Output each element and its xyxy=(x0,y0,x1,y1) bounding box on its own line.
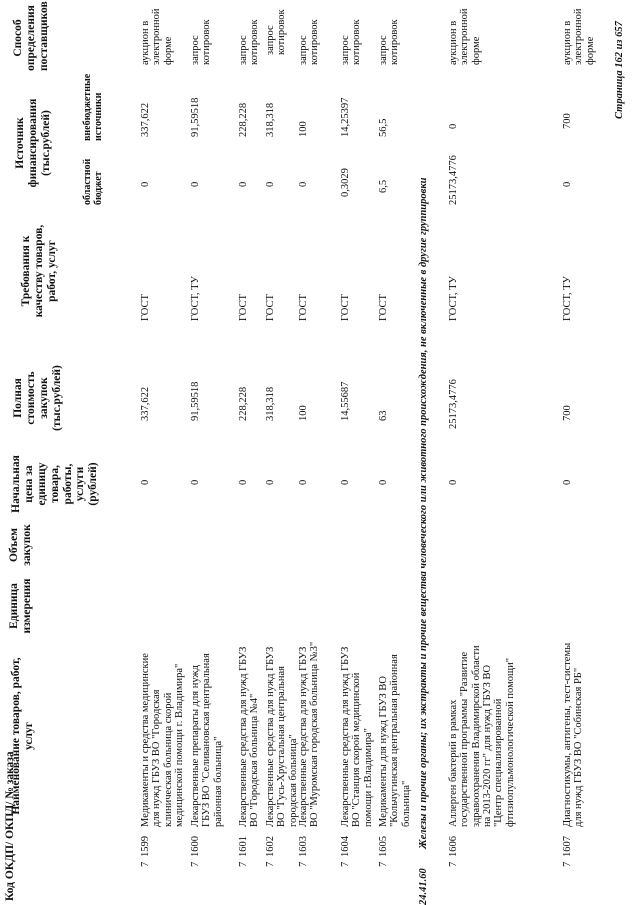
row-code: 7 xyxy=(140,861,151,867)
header-total: Полная стоимость закупок (тыс.рублей) xyxy=(12,365,63,431)
header-price: Начальная цена за единицу товара, работы, услуги (рублей) xyxy=(10,455,100,513)
row-name: Медикаменты для нужд ГБУЗ ВО "Кольчугинская центральная районная больница" xyxy=(378,654,412,827)
row-number: 1599 xyxy=(140,836,151,857)
row-regional: 0 xyxy=(140,181,151,187)
row-method: запрос котировок xyxy=(190,19,213,65)
row-name: Диагностикумы, антигены, тест-системы для нужд ГБУЗ ВО "Собинская РБ" xyxy=(562,642,585,827)
row-regional: 6,5 xyxy=(378,179,389,193)
row-price: 0 xyxy=(448,479,459,485)
row-regional: 0 xyxy=(238,181,249,187)
row-name: Медикаменты и средства медицинские для нужд ГБУЗ ВО "Городская клиническая больница скорой медицинской помощи г. Владимира" xyxy=(140,653,185,827)
row-extra: 56,5 xyxy=(378,118,389,137)
header-method: Способ определения поставщиков xyxy=(12,1,50,71)
row-total: 228,228 xyxy=(238,386,249,421)
row-name: Аллерген бактерий в рамках государственной программы "Развитие здравоохранения Владимирской области на 2013-2020 гг" для нужд ГБУЗ ВО "Центр специализированной фтизиопульмонологической помощи" xyxy=(448,645,516,827)
row-extra: 337,622 xyxy=(140,102,151,137)
row-method: аукцион в электронной форме xyxy=(140,8,174,65)
row-method: запрос котировок xyxy=(340,19,363,65)
row-quality: ГОСТ xyxy=(140,294,151,321)
row-quality: ГОСТ xyxy=(340,294,351,321)
header-unit: Единица измерения xyxy=(8,578,33,634)
row-number: 1600 xyxy=(190,836,201,857)
row-code: 7 xyxy=(378,861,389,867)
row-price: 0 xyxy=(190,479,201,485)
row-name: Лекарственные средства для нужд ГБУЗ ВО "Станция скорой медицинской помощи г.Владимира" xyxy=(340,646,374,827)
row-quality: ГОСТ, ТУ xyxy=(562,276,573,321)
row-name: Лекарственные препараты для нужд ГБУЗ ВО "Селивановская центральная районная больница" xyxy=(190,653,224,827)
row-total: 25173,4776 xyxy=(448,379,459,429)
row-total: 100 xyxy=(298,405,309,421)
row-total: 63 xyxy=(378,410,389,421)
row-quality: ГОСТ, ТУ xyxy=(190,276,201,321)
row-method: запрос котировок xyxy=(265,9,288,55)
row-regional: 0 xyxy=(265,181,276,187)
row-quality: ГОСТ xyxy=(298,294,309,321)
row-number: 1602 xyxy=(265,836,276,857)
row-code: 7 xyxy=(340,861,351,867)
row-extra: 91,59518 xyxy=(190,97,201,137)
row-quality: ГОСТ xyxy=(378,294,389,321)
row-price: 0 xyxy=(140,479,151,485)
row-quality: ГОСТ xyxy=(238,294,249,321)
row-quality: ГОСТ, ТУ xyxy=(448,276,459,321)
row-regional: 0 xyxy=(190,181,201,187)
row-code: 7 xyxy=(265,861,276,867)
row-regional: 0,3029 xyxy=(340,168,351,197)
group-code: 24.41.60 xyxy=(418,868,429,905)
row-price: 0 xyxy=(298,479,309,485)
row-number: 1606 xyxy=(448,836,459,857)
row-total: 318,318 xyxy=(265,386,276,421)
row-price: 0 xyxy=(265,479,276,485)
header-funding: Источник финансирования (тыс.рублей) xyxy=(14,98,52,188)
row-name: Лекарственные средства для нужд ГБУЗ ВО "Городская больница №4" xyxy=(238,646,261,827)
row-price: 0 xyxy=(238,479,249,485)
row-total: 14,55687 xyxy=(340,381,351,421)
header-name: Наименование товаров, работ, услуг xyxy=(10,657,35,815)
row-regional: 25173,4776 xyxy=(448,155,459,205)
row-code: 7 xyxy=(238,861,249,867)
row-price: 0 xyxy=(340,479,351,485)
row-total: 700 xyxy=(562,405,573,421)
row-method: аукцион в электронной форме xyxy=(448,8,482,65)
row-extra: 100 xyxy=(298,121,309,137)
row-method: запрос котировок xyxy=(378,19,401,65)
row-name: Лекарственные средства для нужд ГБУЗ ВО "Муромская городская больница №3" xyxy=(298,641,321,827)
row-extra: 318,318 xyxy=(265,102,276,137)
header-quality: Требования к качеству товаров, работ, услуг xyxy=(20,224,58,318)
row-price: 0 xyxy=(378,479,389,485)
row-total: 337,622 xyxy=(140,386,151,421)
row-name: Лекарственные средства для нужд ГБУЗ ВО "Гусь-Хрустальная центральная городская больница" xyxy=(265,646,299,827)
row-number: 1607 xyxy=(562,836,573,857)
row-number: 1605 xyxy=(378,836,389,857)
row-code: 7 xyxy=(562,861,573,867)
row-code: 7 xyxy=(448,861,459,867)
page-number: Страница 162 из 657 xyxy=(614,21,625,119)
header-code: Код ОКДП/ ОКПД/ № заказа xyxy=(4,751,16,901)
row-regional: 0 xyxy=(298,181,309,187)
row-extra: 14,25397 xyxy=(340,97,351,137)
row-price: 0 xyxy=(562,479,573,485)
group-text: Железы и прочие органы; их экстракты и прочие вещества человеческого или животного происхождения, не включенные в другие группировки xyxy=(418,177,429,849)
row-method: аукцион в электронной форме xyxy=(562,8,596,65)
row-quality: ГОСТ xyxy=(265,294,276,321)
row-number: 1603 xyxy=(298,836,309,857)
row-method: запрос котировок xyxy=(298,19,321,65)
header-funding-extra: внебюджетные источники xyxy=(82,73,104,141)
row-code: 7 xyxy=(298,861,309,867)
header-funding-regional: областной бюджет xyxy=(82,158,104,205)
row-method: запрос котировок xyxy=(238,19,261,65)
row-extra: 700 xyxy=(562,113,573,129)
row-number: 1601 xyxy=(238,836,249,857)
row-extra: 0 xyxy=(448,123,459,129)
row-extra: 228,228 xyxy=(238,102,249,137)
row-number: 1604 xyxy=(340,836,351,857)
row-code: 7 xyxy=(190,861,201,867)
row-total: 91,59518 xyxy=(190,381,201,421)
header-volume: Объем закупок xyxy=(8,524,33,566)
row-regional: 0 xyxy=(562,181,573,187)
